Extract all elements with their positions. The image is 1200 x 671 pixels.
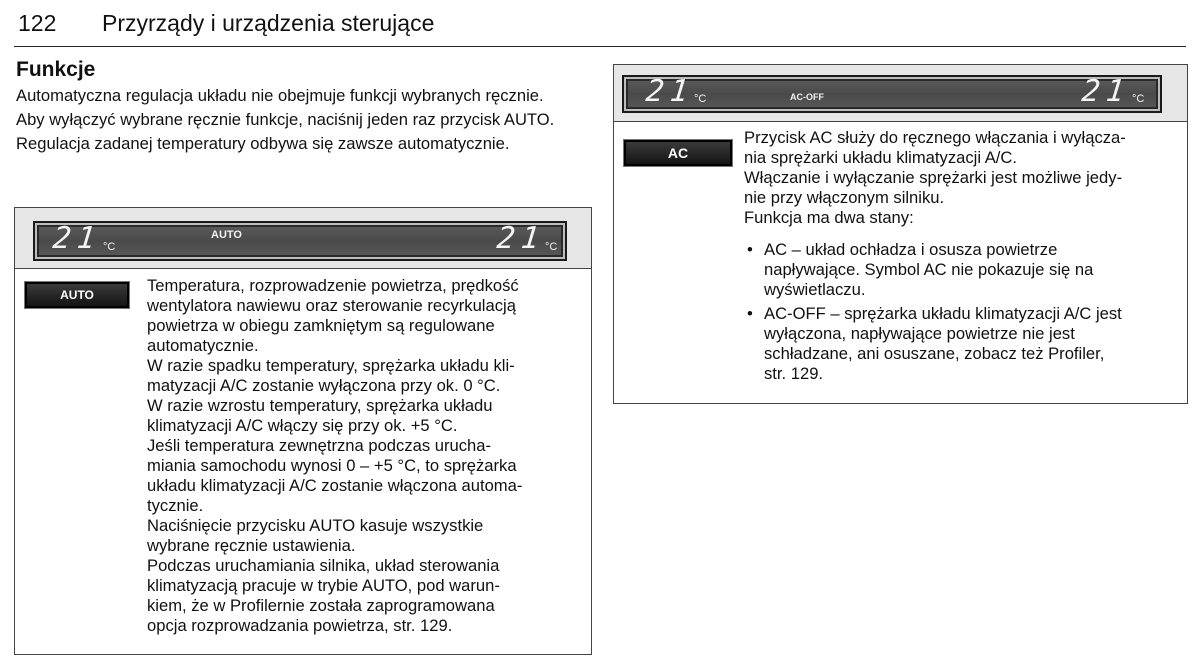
text-line: nie przy włączonym silniku.	[744, 188, 945, 207]
right-temperature: 21	[1080, 74, 1132, 109]
text-line: napływające. Symbol AC nie pokazuje się na	[764, 260, 1094, 279]
right-temperature-unit: °C	[545, 241, 558, 253]
ac-description	[744, 128, 1184, 388]
paragraph: Regulacja zadanej temperatury odbywa się zawsze automatycznie.	[16, 134, 510, 153]
text-line: klimatyzacją pracuje w trybie AUTO, pod warun-	[147, 576, 500, 595]
list-item	[744, 240, 1184, 300]
text-line: nia sprężarki układu klimatyzacji A/C.	[744, 148, 1017, 167]
auto-info-box	[14, 207, 592, 655]
ac-button[interactable]: AC	[624, 140, 732, 166]
text-line: Przycisk AC służy do ręcznego włączania i wyłącza-	[744, 128, 1126, 147]
text-line: matyzacji A/C zostanie wyłączona przy ok. 0 °C.	[147, 376, 501, 395]
climate-display	[622, 75, 1162, 113]
right-temperature-unit: °C	[1132, 93, 1145, 105]
climate-display	[33, 221, 567, 261]
text-line: klimatyzacji A/C włączy się przy ok. +5 °C.	[147, 416, 458, 435]
text-line: W razie wzrostu temperatury, sprężarka układu	[147, 396, 493, 415]
ac-info-box	[613, 64, 1188, 404]
left-temperature: 21	[644, 74, 696, 109]
left-temperature: 21	[51, 221, 103, 256]
text-line: Włączanie i wyłączanie sprężarki jest możliwe jedy-	[744, 168, 1123, 187]
text-line: Temperatura, rozprowadzenie powietrza, prędkość	[147, 276, 519, 295]
text-line: wyłączona, napływające powietrze nie jest	[764, 324, 1075, 343]
text-line: • AC – układ ochładza i osusza powietrze	[764, 240, 1058, 259]
text-line: Naciśnięcie przycisku AUTO kasuje wszystkie	[147, 516, 484, 535]
paragraph: Automatyczna regulacja układu nie obejmuje funkcji wybranych ręcznie.	[16, 86, 544, 105]
right-temperature: 21	[495, 221, 547, 256]
left-temperature-unit: °C	[694, 93, 707, 105]
auto-description	[147, 276, 589, 636]
list-item	[744, 304, 1184, 384]
text-line: opcja rozprowadzania powietrza, str. 129.	[147, 616, 453, 635]
page-title: Przyrządy i urządzenia sterujące	[102, 10, 435, 36]
text-line: wentylatora nawiewu oraz sterowanie recyrkulacją	[147, 296, 516, 315]
text-line: miania samochodu wynosi 0 – +5 °C, to sprężarka	[147, 456, 517, 475]
text-line: schładzane, ani osuszane, zobacz też Profiler,	[764, 344, 1105, 363]
text-line: • AC-OFF – sprężarka układu klimatyzacji A/C jest	[764, 304, 1122, 323]
text-line: W razie spadku temperatury, sprężarka układu kli-	[147, 356, 515, 375]
section-heading: Funkcje	[16, 58, 96, 81]
text-line: układu klimatyzacji A/C zostanie włączona automa-	[147, 476, 523, 495]
text-line: Funkcja ma dwa stany:	[744, 208, 914, 227]
text-line: powietrza w obiegu zamkniętym są regulowane	[147, 316, 495, 335]
paragraph: Aby wyłączyć wybrane ręcznie funkcje, naciśnij jeden raz przycisk AUTO.	[16, 110, 555, 129]
text-line: Podczas uruchamiania silnika, układ sterowania	[147, 556, 500, 575]
text-line: Jeśli temperatura zewnętrzna podczas urucha-	[147, 436, 492, 455]
text-line: str. 129.	[764, 364, 824, 383]
page-number: 122	[18, 10, 57, 36]
functions-section	[14, 58, 594, 158]
display-mode: AC-OFF	[790, 92, 824, 102]
text-line: kiem, że w Profilernie została zaprogramowana	[147, 596, 495, 615]
left-temperature-unit: °C	[103, 241, 116, 253]
auto-button[interactable]: AUTO	[25, 282, 129, 308]
display-mode: AUTO	[211, 229, 242, 241]
text-line: wyświetlaczu.	[764, 280, 866, 299]
text-line: automatycznie.	[147, 336, 259, 355]
ac-states-list	[744, 240, 1184, 384]
page-header	[14, 6, 1186, 47]
text-line: wybrane ręcznie ustawienia.	[147, 536, 356, 555]
text-line: tycznie.	[147, 496, 204, 515]
